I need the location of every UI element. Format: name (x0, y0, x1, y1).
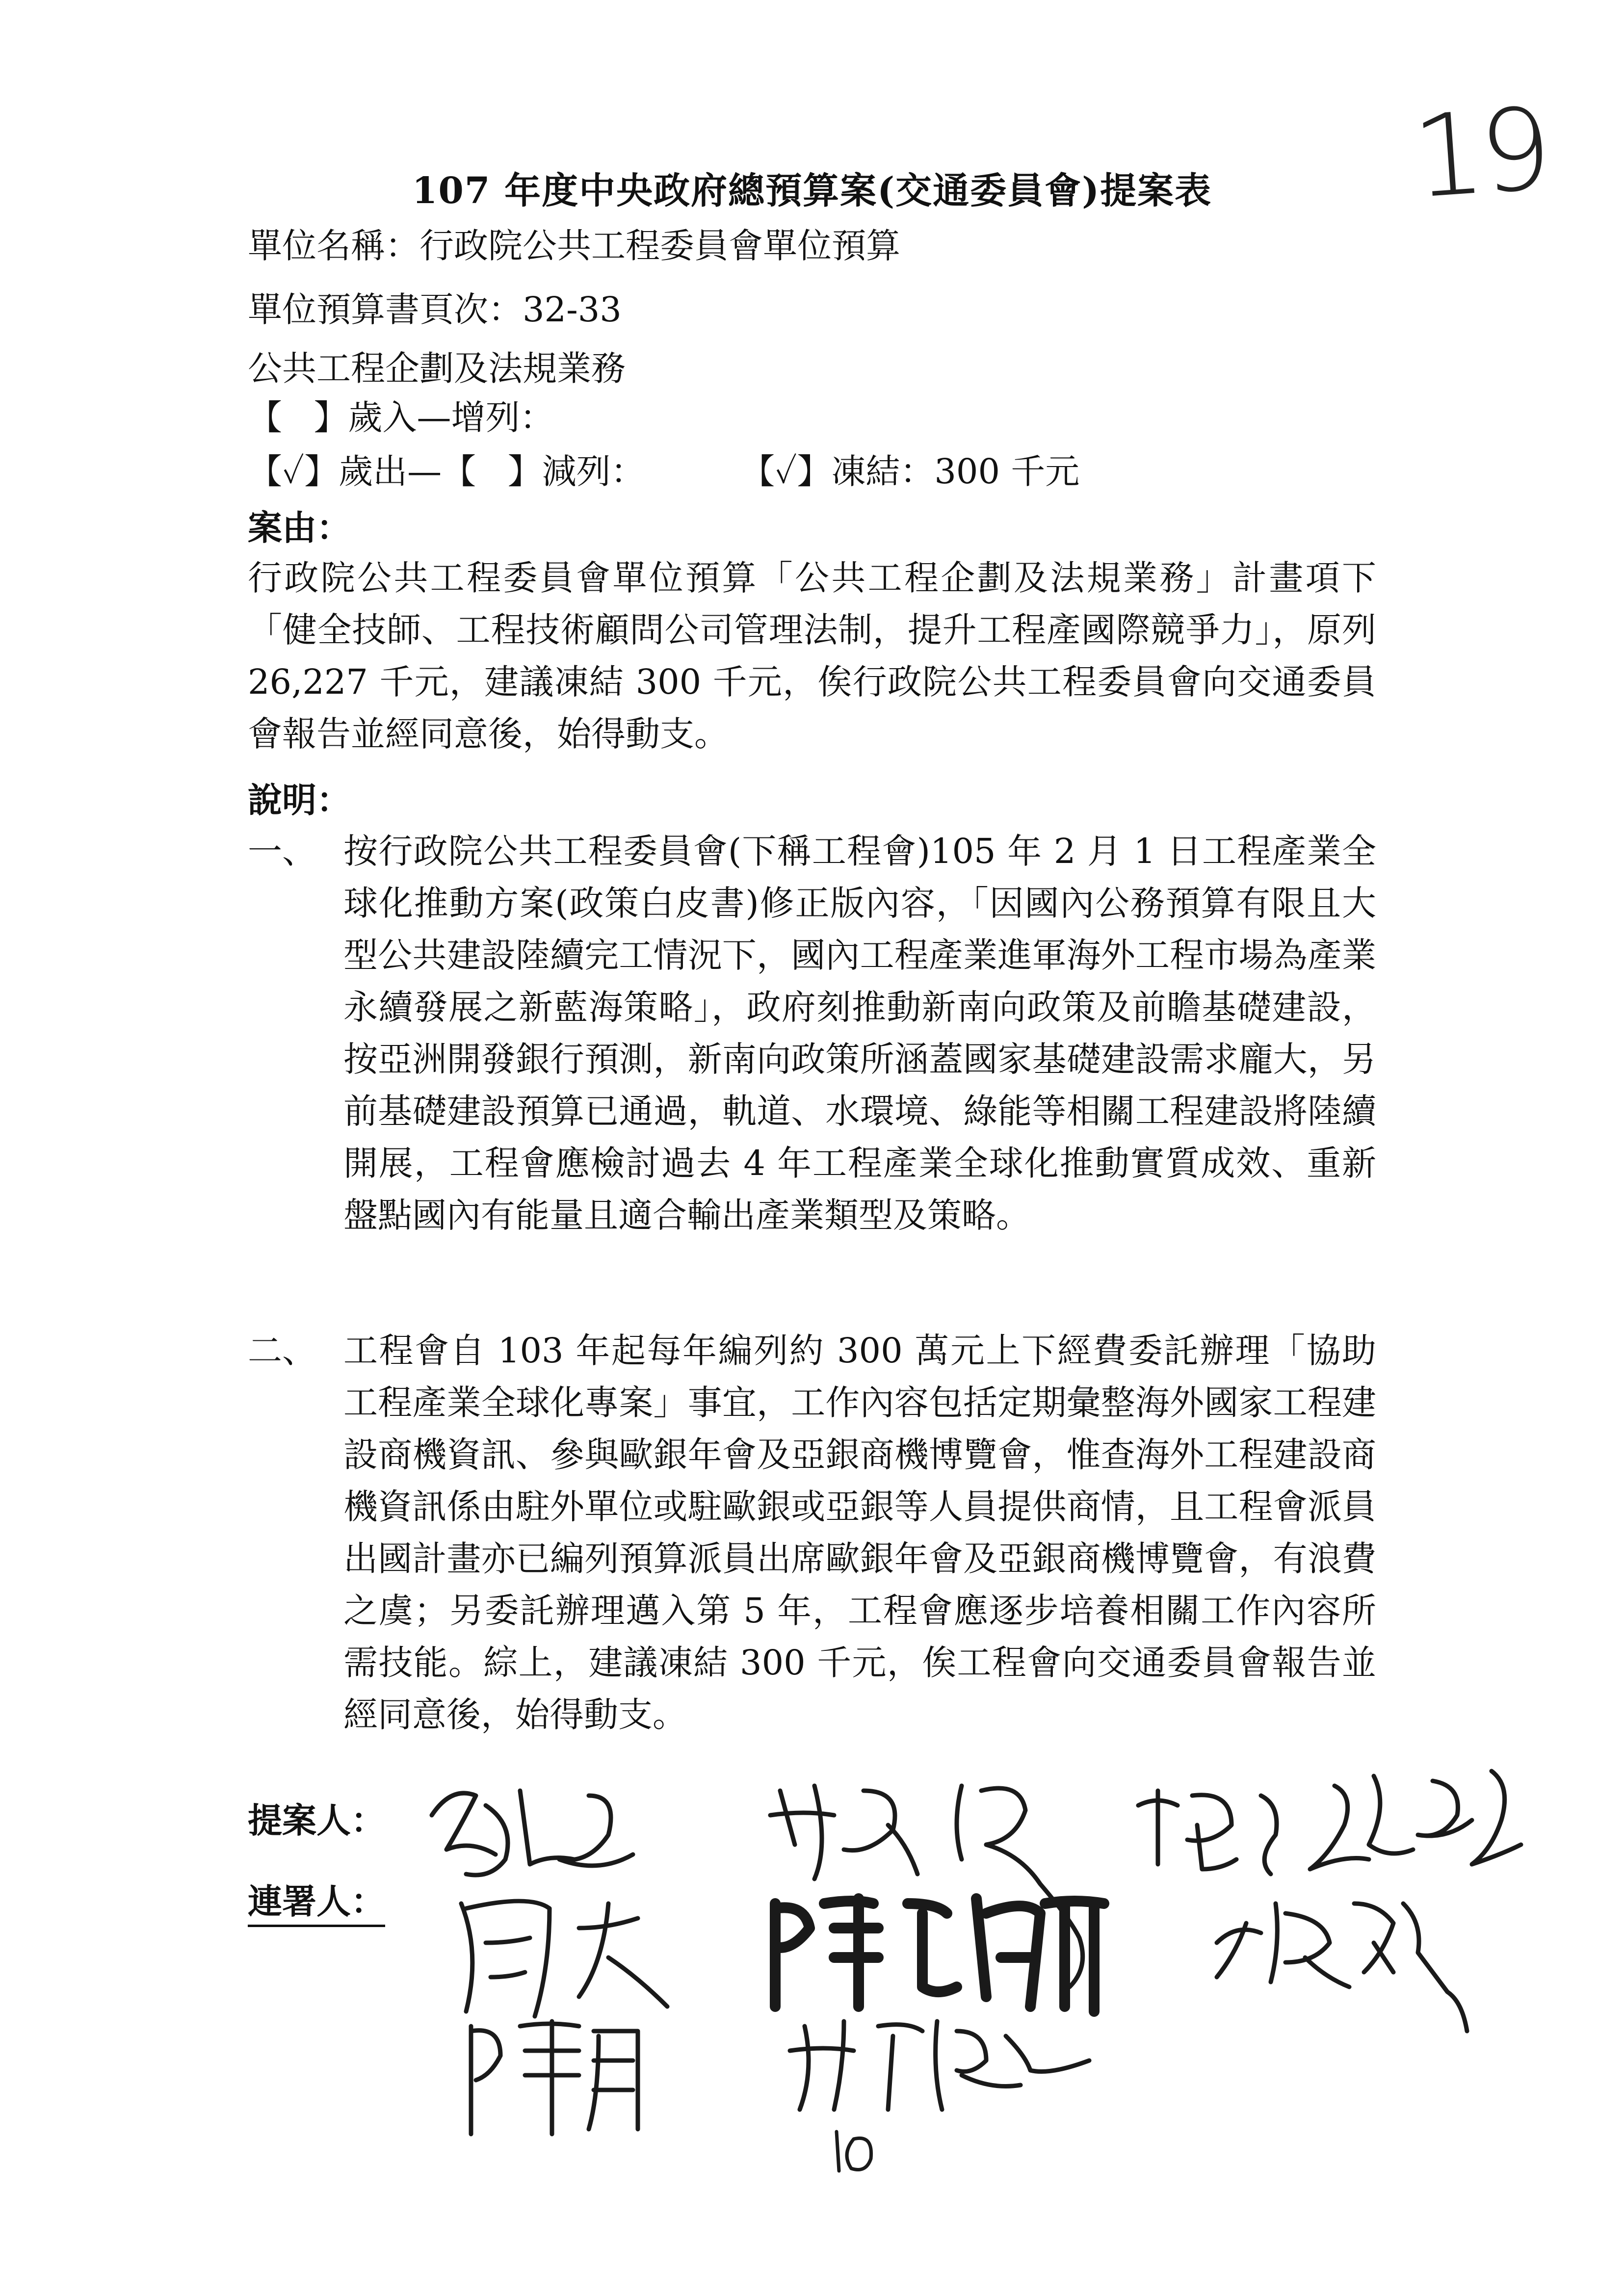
cosigner-label: 連署人： (248, 1874, 385, 1927)
document-title: 107 年度中央政府總預算案(交通委員會)提案表 (412, 170, 1212, 212)
expense-text: 歲出—【 (339, 451, 476, 492)
budget-pages: 單位預算書頁次：32-33 (248, 289, 622, 330)
reduction-text: 】減列： (507, 451, 645, 492)
item-number: 二、 (248, 1331, 316, 1371)
unit-name: 單位名稱：行政院公共工程委員會單位預算 (248, 226, 900, 266)
item-text: 工程會自 103 年起每年編列約 300 萬元上下經費委託辦理「協助工程產業全球化專案」事宜，工作內容包括定期彙整海外國家工程建設商機資訊、參與歐銀年會及亞銀商機博覽會，惟查海外工程建設商機資訊係由駐外單位或駐歐銀或亞銀等人員提供商情，且工程會派員出國計畫亦已編列預算派員出席歐銀年會及亞銀商機博覽會，有浪費之虞；另委託辦理邁入第 5 年，工程會應逐步培養相關工作內容所需技能。綜上，建議凍結 300 千元，俟工程會向交通委員會報告並經同意後，始得動支。 (343, 1331, 1376, 1735)
freeze-text: 凍結：300 千元 (831, 451, 1080, 492)
item-number: 一、 (248, 831, 316, 871)
revenue-bracket-open: 【 (248, 397, 282, 438)
item-text: 按行政院公共工程委員會(下稱工程會)105 年 2 月 1 日工程產業全球化推動方案(政策白皮書)修正版內容，「因國內公務預算有限且大型公共建設陸續完工情況下，國內工程產業進軍海外工程市場為產業永續發展之新藍海策略」，政府刻推動新南向政策及前瞻基礎建設，按亞洲開發銀行預測，新南向政策所涵蓋國家基礎建設需求龐大，另前基礎建設預算已通過，軌道、水環境、綠能等相關工程建設將陸續開展，工程會應檢討過去 4 年工程產業全球化推動實質成效、重新盤點國內有能量且適合輸出產業類型及策略。 (343, 831, 1376, 1235)
revenue-text: 歲入—增列： (348, 397, 554, 438)
reason-text: 行政院公共工程委員會單位預算「公共工程企劃及法規業務」計畫項下「健全技師、工程技術顧問公司管理法制，提升工程產國際競爭力」，原列 26,227 千元，建議凍結 300 千元，俟行政院公共工程委員會向交通委員會報告並經同意後，始得動支。 (248, 558, 1376, 754)
revenue-bracket-close: 】 (314, 397, 348, 438)
page-number-handwritten: 19 (1409, 83, 1551, 224)
proposer-label: 提案人： (248, 1800, 385, 1841)
program-name: 公共工程企劃及法規業務 (248, 348, 626, 389)
expense-checkbox: 【✓】 (248, 451, 339, 492)
explanation-label: 說明： (248, 780, 351, 820)
reason-label: 案由： (248, 507, 351, 548)
freeze-checkbox: 【✓】 (740, 451, 832, 492)
